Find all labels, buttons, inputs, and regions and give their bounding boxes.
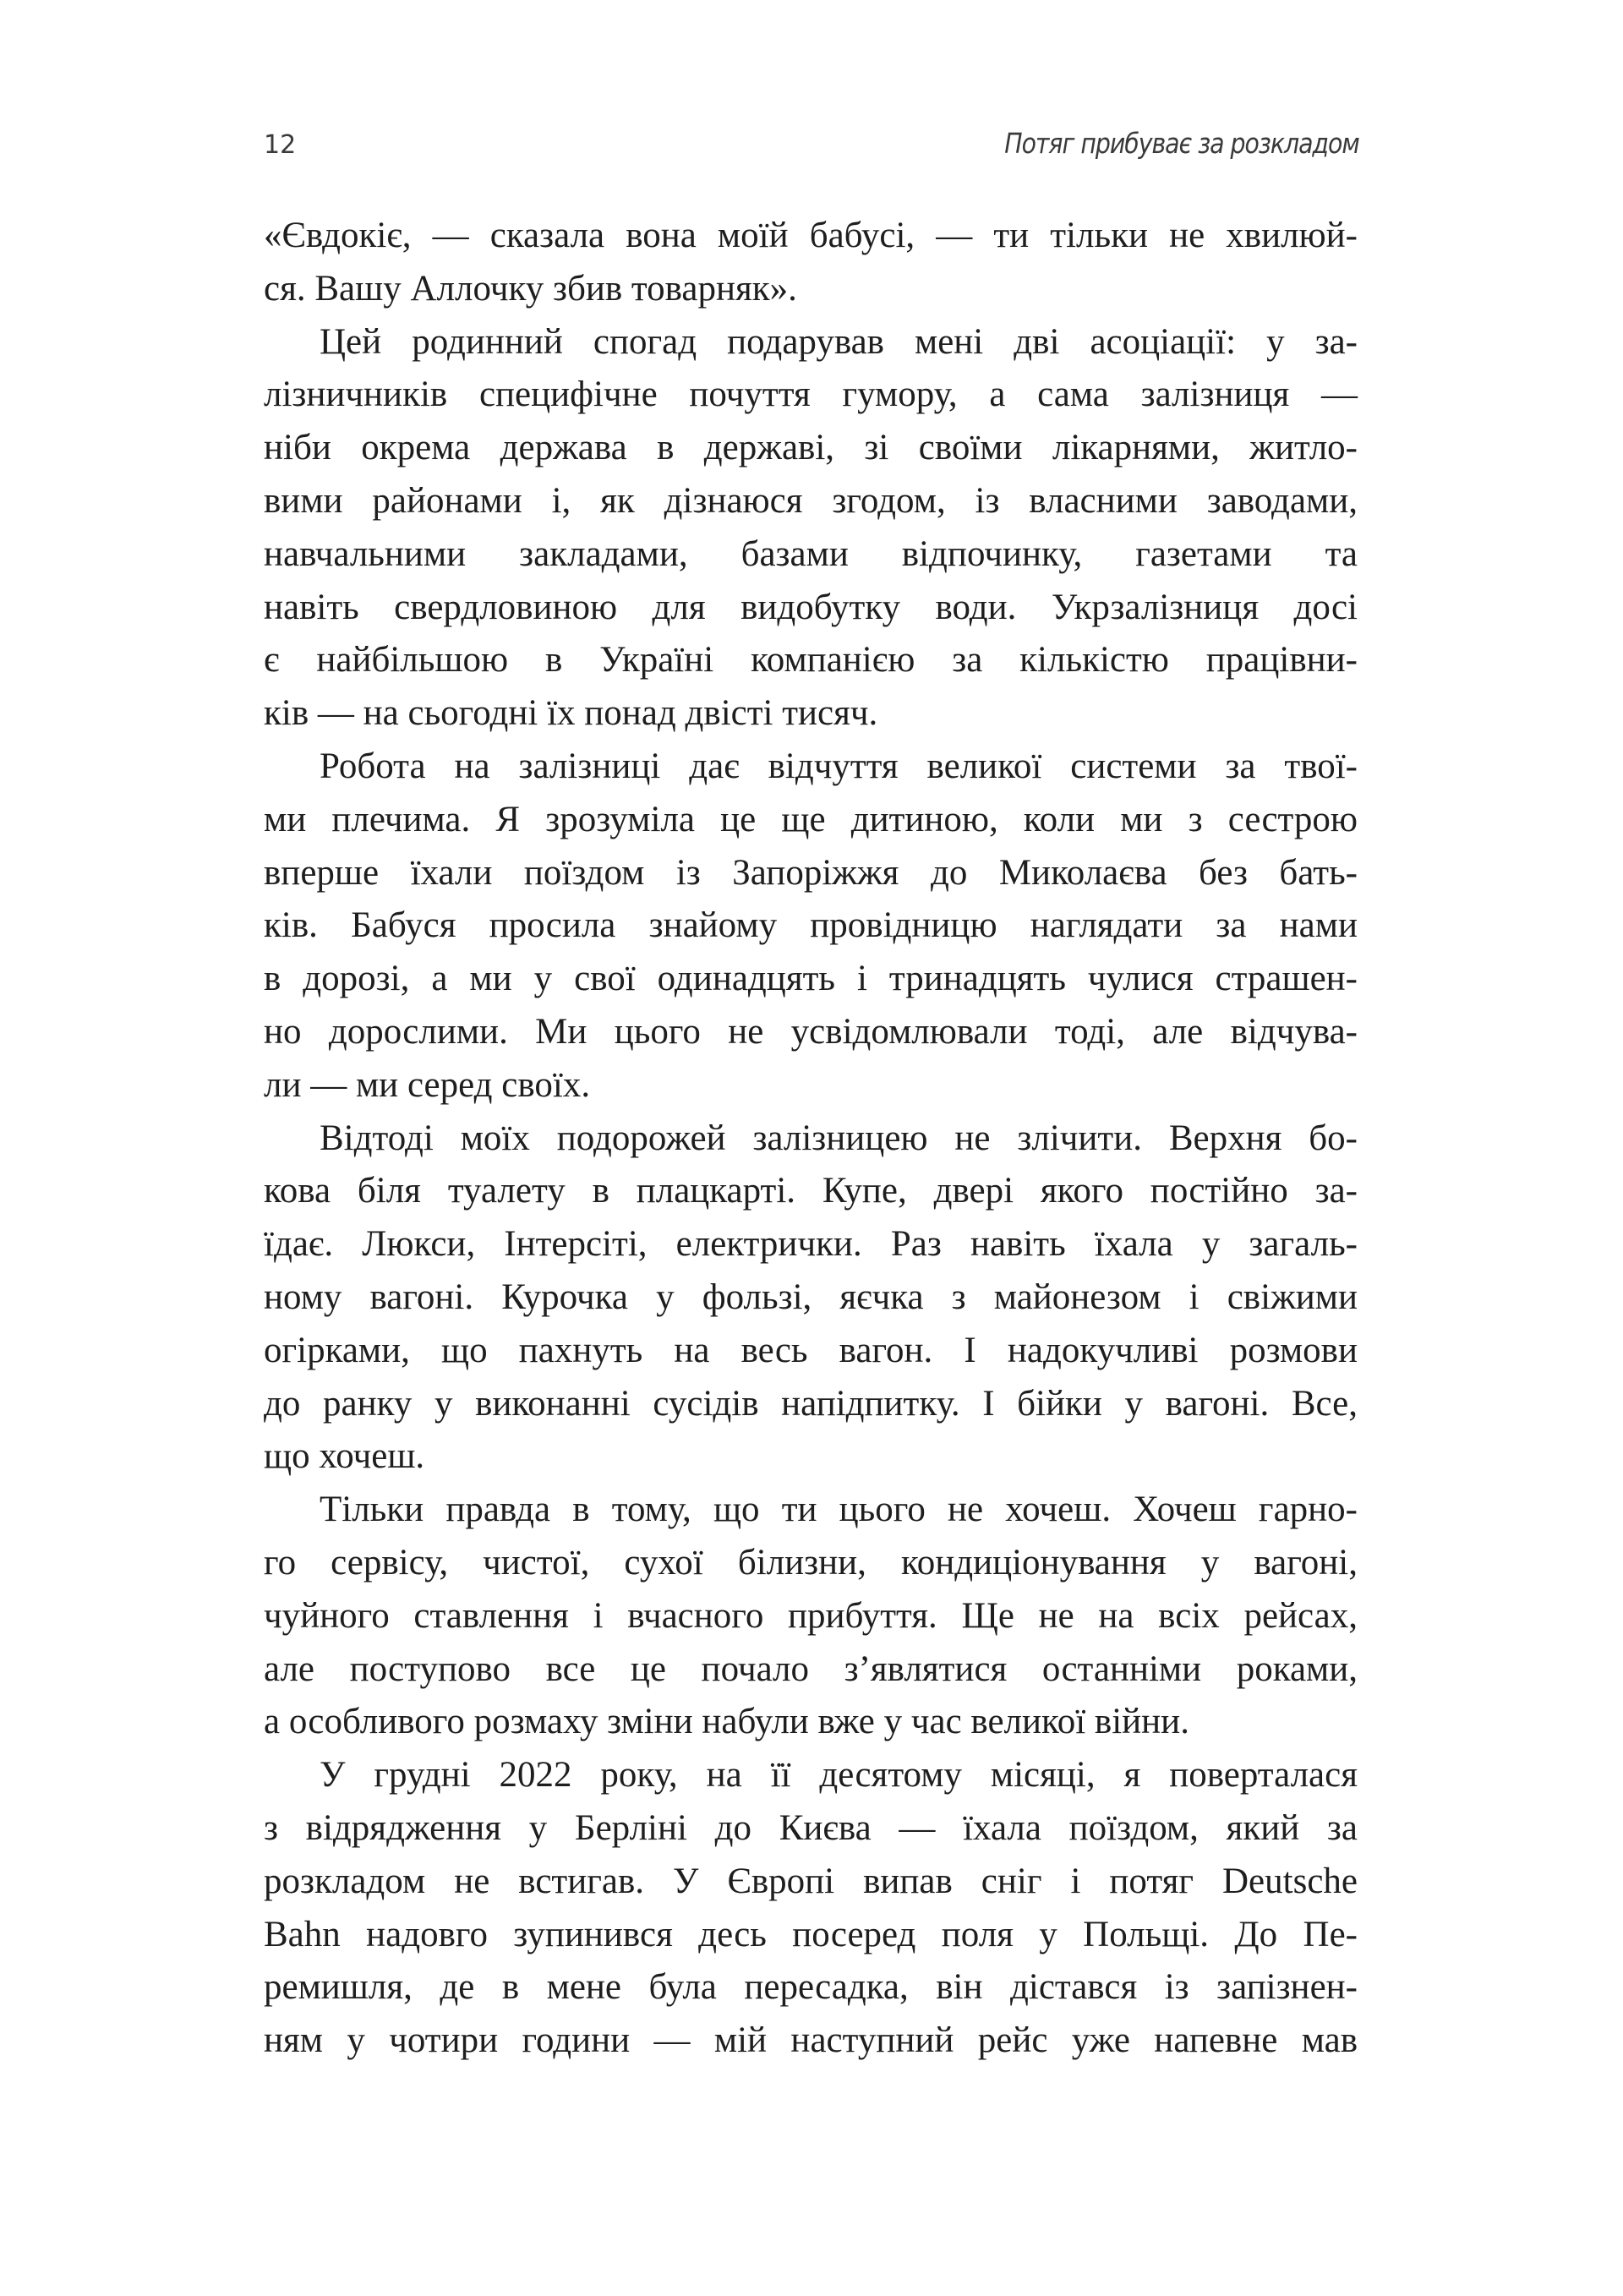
paragraph-first-line: Робота на залізниці дає відчуття великої системи за твої- xyxy=(320,746,1358,786)
text-line: огірками, що пахнуть на весь вагон. І надокучливі розмови xyxy=(264,1330,1358,1370)
text-line: ному вагоні. Курочка у фользі, яєчка з майонезом і свіжими xyxy=(264,1276,1358,1317)
text-line: чуйного ставлення і вчасного прибуття. Ще не на всіх рейсах, xyxy=(264,1595,1358,1636)
paragraph-first-line: Цей родинний спогад подарував мені дві асоціації: у за- xyxy=(320,321,1358,362)
text-line: що хочеш. xyxy=(264,1436,425,1477)
text-line: ніби окрема держава в державі, зі своїми лікарнями, житло- xyxy=(264,428,1358,468)
text-line: вими районами і, як дізнаюся згодом, із власними заводами, xyxy=(264,480,1358,521)
text-line: «Євдокіє, — сказала вона моїй бабусі, — ти тільки не хвилюй- xyxy=(264,216,1358,255)
paragraph-first-line: У грудні 2022 року, на її десятому місяці, я поверталася xyxy=(320,1755,1358,1796)
text-line: до ранку у виконанні сусідів напідпитку. І бійки у вагоні. Все, xyxy=(264,1383,1358,1424)
text-line: навчальними закладами, базами відпочинку, газетами та xyxy=(264,533,1358,574)
text-line: їдає. Люкси, Інтерсіті, електрички. Раз навіть їхала у загаль- xyxy=(264,1224,1358,1265)
text-line: но дорослими. Ми цього не усвідомлювали тоді, але відчува- xyxy=(264,1011,1358,1052)
text-line: вперше їхали поїздом із Запоріжжя до Миколаєва без бать- xyxy=(264,852,1358,893)
page-number: 12 xyxy=(264,130,297,160)
text-line: го сервісу, чистої, сухої білизни, кондиціонування у вагоні, xyxy=(264,1542,1358,1583)
text-line: навіть свердловиною для видобутку води. Укрзалізниця досі xyxy=(264,587,1358,627)
paragraph-first-line: Тільки правда в тому, що ти цього не хочеш. Хочеш гарно- xyxy=(320,1490,1358,1530)
text-line: ли — ми серед своїх. xyxy=(264,1064,591,1105)
running-title: Потяг прибуває за розкладом xyxy=(1004,127,1359,160)
text-line: лізничників специфічне почуття гумору, а сама залізниця — xyxy=(264,374,1358,415)
text-line: ремишля, де в мене була пересадка, він дістався із запізнен- xyxy=(264,1967,1358,2008)
text-line: ням у чотири години — мій наступний рейс уже напевне мав xyxy=(264,2020,1358,2061)
text-line: але поступово все це почало з’являтися останніми роками, xyxy=(264,1648,1358,1689)
text-line: ся. Вашу Аллочку збив товарняк». xyxy=(264,268,797,309)
text-line: в дорозі, а ми у свої одинадцять і тринадцять чулися страшен- xyxy=(264,959,1358,999)
running-head xyxy=(264,127,1359,169)
text-line: кова біля туалету в плацкарті. Купе, двері якого постійно за- xyxy=(264,1171,1358,1211)
text-line: ків. Бабуся просила знайому провідницю наглядати за нами xyxy=(264,905,1358,946)
paragraph-first-line: Відтоді моїх подорожей залізницею не злічити. Верхня бо- xyxy=(320,1118,1358,1158)
text-line: ми плечима. Я зрозуміла це ще дитиною, коли ми з сестрою xyxy=(264,799,1358,839)
text-line: Bahn надовго зупинився десь посеред поля у Польщі. До Пе- xyxy=(264,1914,1358,1954)
text-line: ків — на сьогодні їх понад двісті тисяч. xyxy=(264,693,878,734)
text-line: розкладом не встигав. У Європі випав сніг і потяг Deutsche xyxy=(264,1861,1358,1901)
text-line: а особливого розмаху зміни набули вже у час великої війни. xyxy=(264,1702,1189,1742)
text-line: з відрядження у Берліні до Києва — їхала поїздом, який за xyxy=(264,1807,1358,1848)
text-line: є найбільшою в Україні компанією за кількістю працівни- xyxy=(264,640,1358,681)
body-text xyxy=(264,210,1358,2068)
